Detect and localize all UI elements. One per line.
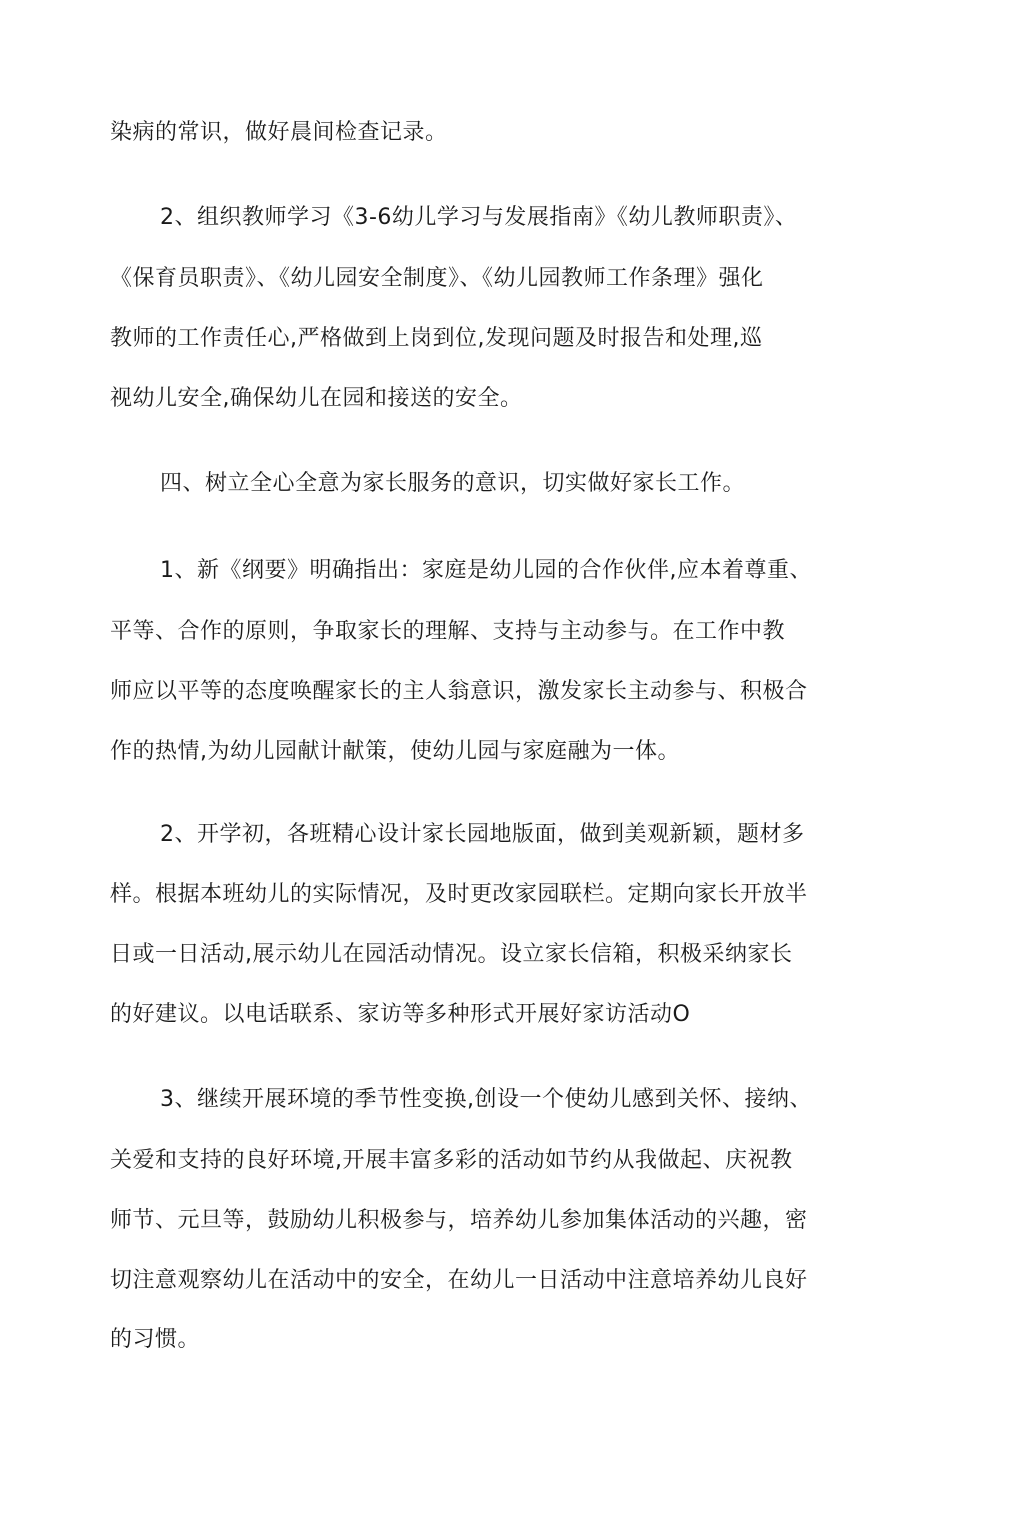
text-line: 视幼儿安全,确保幼儿在园和接送的安全。 xyxy=(110,386,523,411)
text-line: 平等、合作的原则，争取家长的理解、支持与主动参与。在工作中教 xyxy=(110,619,786,644)
paragraph-first-line: 3、继续开展环境的季节性变换,创设一个使幼儿感到关怀、接纳、 xyxy=(160,1087,812,1112)
paragraph-first-line: 2、开学初，各班精心设计家长园地版面，做到美观新颖，题材多 xyxy=(160,822,805,847)
paragraph-first-line: 1、新《纲要》明确指出：家庭是幼儿园的合作伙伴,应本着尊重、 xyxy=(160,558,812,583)
text-line: 样。根据本班幼儿的实际情况，及时更改家园联栏。定期向家长开放半 xyxy=(110,882,808,907)
text-line: 染病的常识，做好晨间检查记录。 xyxy=(110,120,448,145)
text-line: 关爱和支持的良好环境,开展丰富多彩的活动如节约从我做起、庆祝教 xyxy=(110,1148,793,1173)
text-line: 师节、元旦等，鼓励幼儿积极参与，培养幼儿参加集体活动的兴趣，密 xyxy=(110,1208,808,1233)
text-line: 教师的工作责任心,严格做到上岗到位,发现问题及时报告和处理,巡 xyxy=(110,326,763,351)
text-line: 师应以平等的态度唤醒家长的主人翁意识，激发家长主动参与、积极合 xyxy=(110,679,808,704)
text-line: 《保育员职责》、《幼儿园安全制度》、《幼儿园教师工作条理》强化 xyxy=(110,266,764,291)
paragraph-first-line: 2、组织教师学习《3-6幼儿学习与发展指南》《幼儿教师职责》、 xyxy=(160,205,798,230)
text-line: 切注意观察幼儿在活动中的安全，在幼儿一日活动中注意培养幼儿良好 xyxy=(110,1268,808,1293)
text-line: 作的热情,为幼儿园献计献策，使幼儿园与家庭融为一体。 xyxy=(110,739,680,764)
text-line: 的习惯。 xyxy=(110,1327,201,1352)
text-line: 日或一日活动,展示幼儿在园活动情况。设立家长信箱，积极采纳家长 xyxy=(110,942,793,967)
text-line: 的好建议。以电话联系、家访等多种形式开展好家访活动O xyxy=(110,1002,691,1027)
section-heading: 四、树立全心全意为家长服务的意识，切实做好家长工作。 xyxy=(160,471,746,496)
